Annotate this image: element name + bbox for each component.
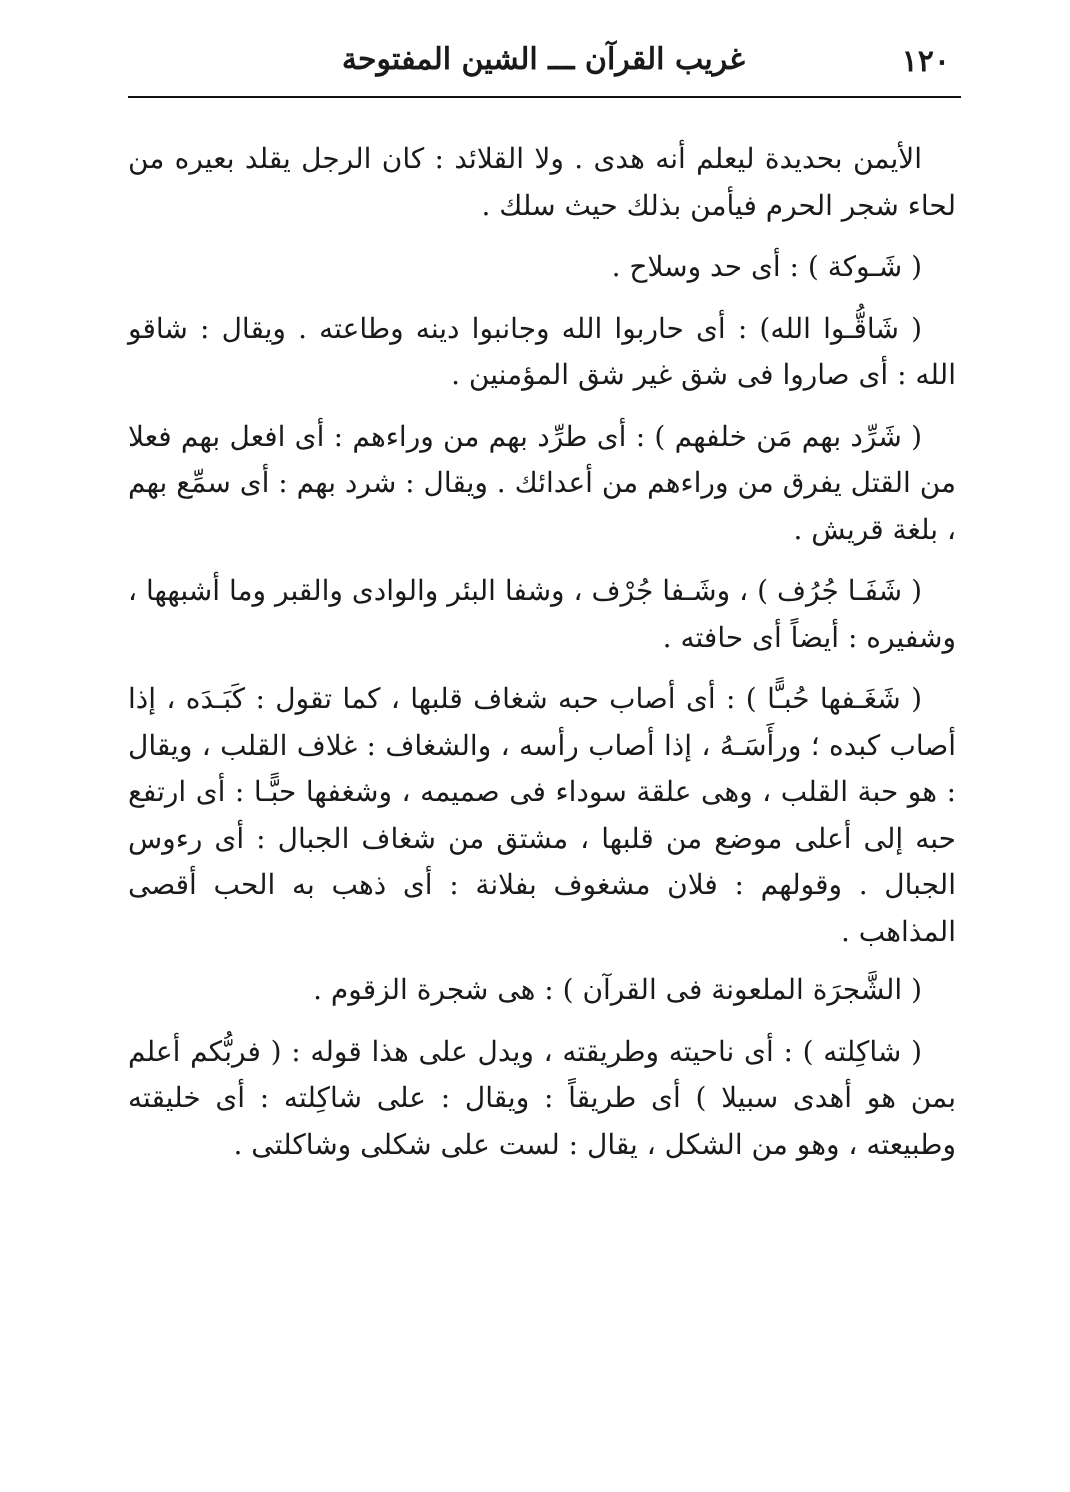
entry-shawka: ( شَـوكة ) : أى حد وسلاح . [611,250,922,283]
page-header [130,38,960,88]
running-title: غريب القرآن ـــ الشين المفتوحة [341,42,745,77]
entry-sharrid-bihim: ( شَرِّد بهم مَن خلفهم ) : أى طرِّد بهم من وراءهم : أى افعل بهم فعلا من القتل يفرق من وراءهم من أعدائك . ويقال : شرد بهم : أى سمِّع بهم ، بلغة قريش . [128,419,957,546]
entry-al-shajara-al-malouna: ( الشَّجرَة الملعونة فى القرآن ) : هى شجرة الزقوم . [313,973,922,1006]
paragraph-continuation: الأيمن بحديدة ليعلم أنه هدى . ولا القلائد : كان الرجل يقلد بعيره من لحاء شجر الحرم فيأمن بذلك حيث سلك . [128,142,956,222]
page-body [128,136,956,1183]
entry-shakilatihi: ( شاكِلته ) : أى ناحيته وطريقته ، ويدل على هذا قوله : ( فربُّكم أعلم بمن هو أهدى سبيلا ) أى طريقاً : ويقال : على شاكِلته : أى خليقته وطبيعته ، وهو من الشكل ، يقال : لست على شكلى وشاكلتى . [128,1034,956,1161]
page-number: ١٢٠ [901,44,950,79]
entry-shafa-juruf: ( شَفَـا جُرُف ) ، وشَـفا جُرْف ، وشفا البئر والوادى والقبر وما أشبهها ، وشفيره : أيضاً أى حافته . [128,574,956,654]
entry-shaghafaha-hubban: ( شَغَـفها حُبـًّا ) : أى أصاب حبه شغاف قلبها ، كما تقول : كَبَـدَه ، إذا أصاب كبده ؛ ورأَسَـهُ ، إذا أصاب رأسه ، والشغاف : غلاف القلب ، ويقال : هو حبة القلب ، وهى علقة سوداء فى صميمه ، وشغفها حبًّـا : أى ارتفع حبه إلى أعلى موضع من قلبها ، مشتق من شغاف الجبال : أى رءوس الجبال . وقولهم : فلان مشغوف بفلانة : أى ذهب به الحب أقصى المذاهب . [128,682,956,948]
entry-shaqqu-allah: ( شَاقُّـوا الله) : أى حاربوا الله وجانبوا دينه وطاعته . ويقال : شاقو الله : أى صاروا فى شق غير شق المؤمنين . [128,311,956,391]
header-rule [128,96,961,98]
